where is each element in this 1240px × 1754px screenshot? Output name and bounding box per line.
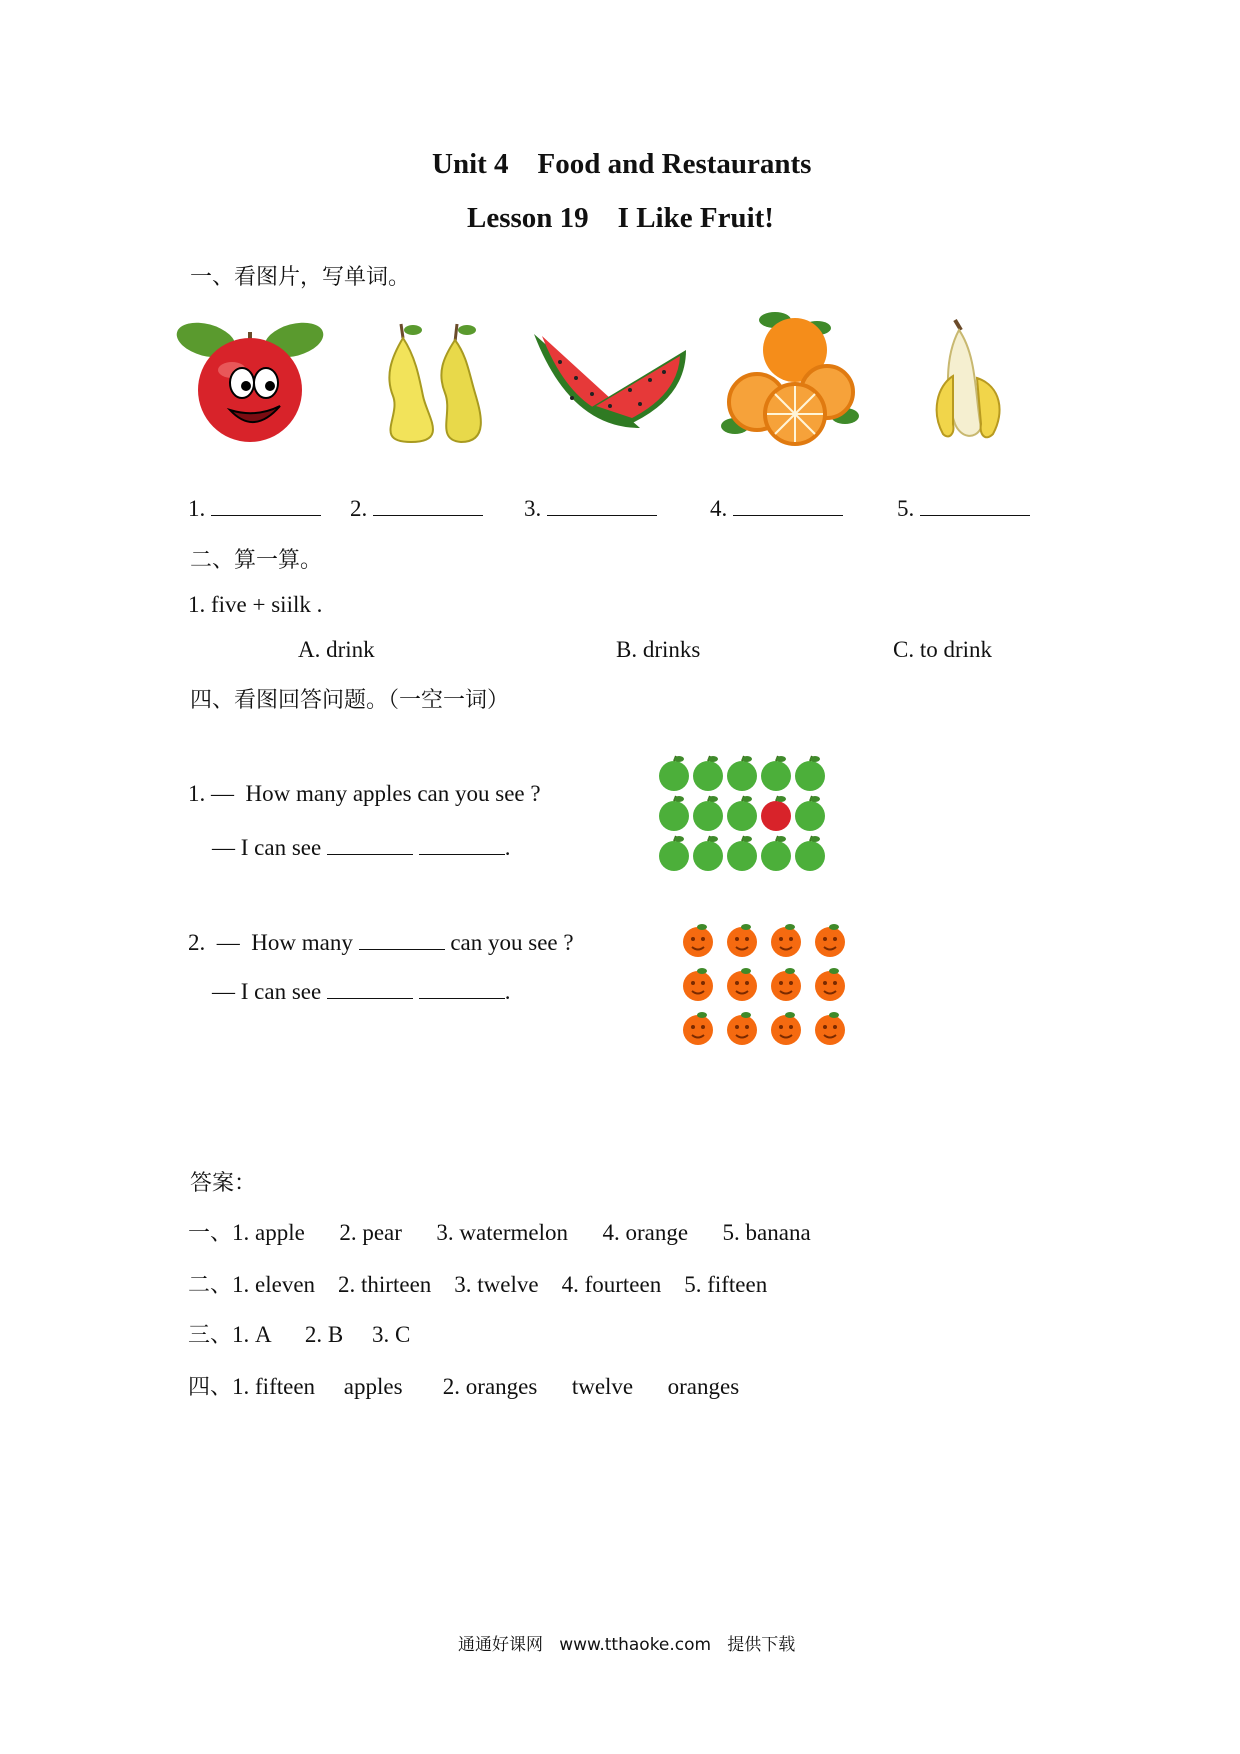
answer-row-4: 四、1. fifteen apples 2. oranges twelve oranges bbox=[188, 1374, 740, 1400]
answer-row-2: 二、1. eleven 2. thirteen 3. twelve 4. fourteen 5. fifteen bbox=[188, 1272, 768, 1298]
footer-text[interactable]: 通通好课网 www.tthaoke.com 提供下载 bbox=[458, 1635, 796, 1655]
orange-icon bbox=[715, 306, 865, 456]
apples-grid-image bbox=[668, 752, 838, 874]
unit-title: Unit 4 Food and Restaurants bbox=[432, 148, 812, 180]
section2-question: 1. five + siilk . bbox=[188, 592, 323, 617]
watermelon-icon bbox=[530, 328, 690, 438]
apple-icon bbox=[170, 318, 330, 448]
q2-question[interactable]: 2. — How many can you see ? bbox=[188, 930, 574, 955]
option-b[interactable]: B. drinks bbox=[616, 637, 701, 662]
blank-1[interactable]: 1. bbox=[188, 495, 321, 522]
option-c[interactable]: C. to drink bbox=[893, 637, 993, 662]
q2-answer-line[interactable]: — I can see . bbox=[212, 979, 511, 1004]
blank-4[interactable]: 4. bbox=[710, 495, 843, 522]
section4-heading: 四、看图回答问题。（一空一词） bbox=[190, 688, 510, 713]
q1-answer-line[interactable]: — I can see . bbox=[212, 835, 511, 860]
answer-row-3: 三、1. A 2. B 3. C bbox=[188, 1322, 411, 1348]
oranges-grid-image bbox=[682, 918, 852, 1048]
answer-row-1: 一、1. apple 2. pear 3. watermelon 4. orange 5. banana bbox=[188, 1220, 811, 1246]
pear-icon bbox=[365, 318, 495, 448]
answers-heading: 答案： bbox=[190, 1171, 257, 1196]
lesson-title: Lesson 19 I Like Fruit! bbox=[467, 202, 774, 234]
q1-question: 1. — How many apples can you see ? bbox=[188, 781, 541, 806]
section2-heading: 二、算一算。 bbox=[190, 548, 323, 573]
section1-heading: 一、看图片，写单词。 bbox=[190, 265, 411, 290]
option-a[interactable]: A. drink bbox=[298, 637, 375, 662]
banana-icon bbox=[915, 316, 1015, 446]
blank-5[interactable]: 5. bbox=[897, 495, 1030, 522]
blank-3[interactable]: 3. bbox=[524, 495, 657, 522]
blank-2[interactable]: 2. bbox=[350, 495, 483, 522]
